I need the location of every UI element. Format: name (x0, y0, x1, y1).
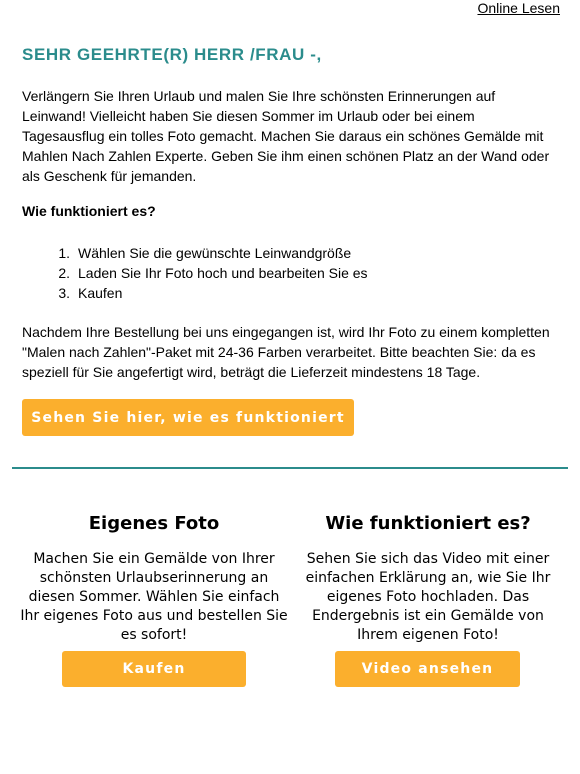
online-lesen-link[interactable]: Online Lesen (477, 0, 560, 16)
video-column-title: Wie funktioniert es? (325, 513, 531, 534)
own-photo-title: Eigenes Foto (88, 513, 220, 534)
step-item (22, 263, 542, 283)
video-column-text: Sehen Sie sich das Video mit einer einfachen Erklärung an, wie Sie Ihr eigenes Foto hochladen. Das Endergebnis ist ein Gemälde von Ihrem eigenen Foto! (305, 551, 551, 643)
step-number: 3. (58, 285, 70, 301)
section-divider (12, 467, 568, 469)
kaufen-button[interactable]: Kaufen (62, 651, 246, 687)
salutation-heading: SEHR GEEHRTE(R) HERR /FRAU -, (22, 45, 322, 64)
step-number: 1. (58, 245, 70, 261)
how-it-works-heading: Wie funktioniert es? (22, 203, 156, 219)
video-ansehen-button[interactable]: Video ansehen (335, 651, 520, 687)
step-number: 2. (58, 265, 70, 281)
step-text: Kaufen (78, 285, 123, 301)
order-info-paragraph: Nachdem Ihre Bestellung bei uns eingegangen ist, wird Ihr Foto zu einem kompletten "Malen nach Zahlen"-Paket mit 24-36 Farben verarbeitet. Bitte beachten Sie: da es speziell für Sie angefertigt wird, beträgt die Lieferzeit mindestens 18 Tage. (22, 324, 550, 380)
how-it-works-button[interactable]: Sehen Sie hier, wie es funktioniert (22, 399, 354, 436)
step-item (22, 283, 542, 303)
intro-paragraph: Verlängern Sie Ihren Urlaub und malen Sie Ihre schönsten Erinnerungen auf Leinwand! Vielleicht haben Sie diesen Sommer im Urlaub oder bei einem Tagesausflug ein tolles Foto gemacht. Machen Sie daraus ein schönes Gemälde mit Mahlen Nach Zahlen Experte. Geben Sie ihm einen schönen Platz an der Wand oder als Geschenk für jemanden. (22, 88, 550, 184)
own-photo-text: Machen Sie ein Gemälde von Ihrer schönsten Urlaubserinnerung an diesen Sommer. Wählen Sie einfach Ihr eigenes Foto aus und bestellen Sie es sofort! (20, 551, 288, 643)
video-column (293, 512, 563, 645)
step-text: Laden Sie Ihr Foto hoch und bearbeiten Sie es (78, 265, 368, 281)
own-photo-column (19, 512, 289, 645)
step-item (22, 243, 542, 263)
steps-list (22, 243, 542, 303)
step-text: Wählen Sie die gewünschte Leinwandgröße (78, 245, 352, 261)
